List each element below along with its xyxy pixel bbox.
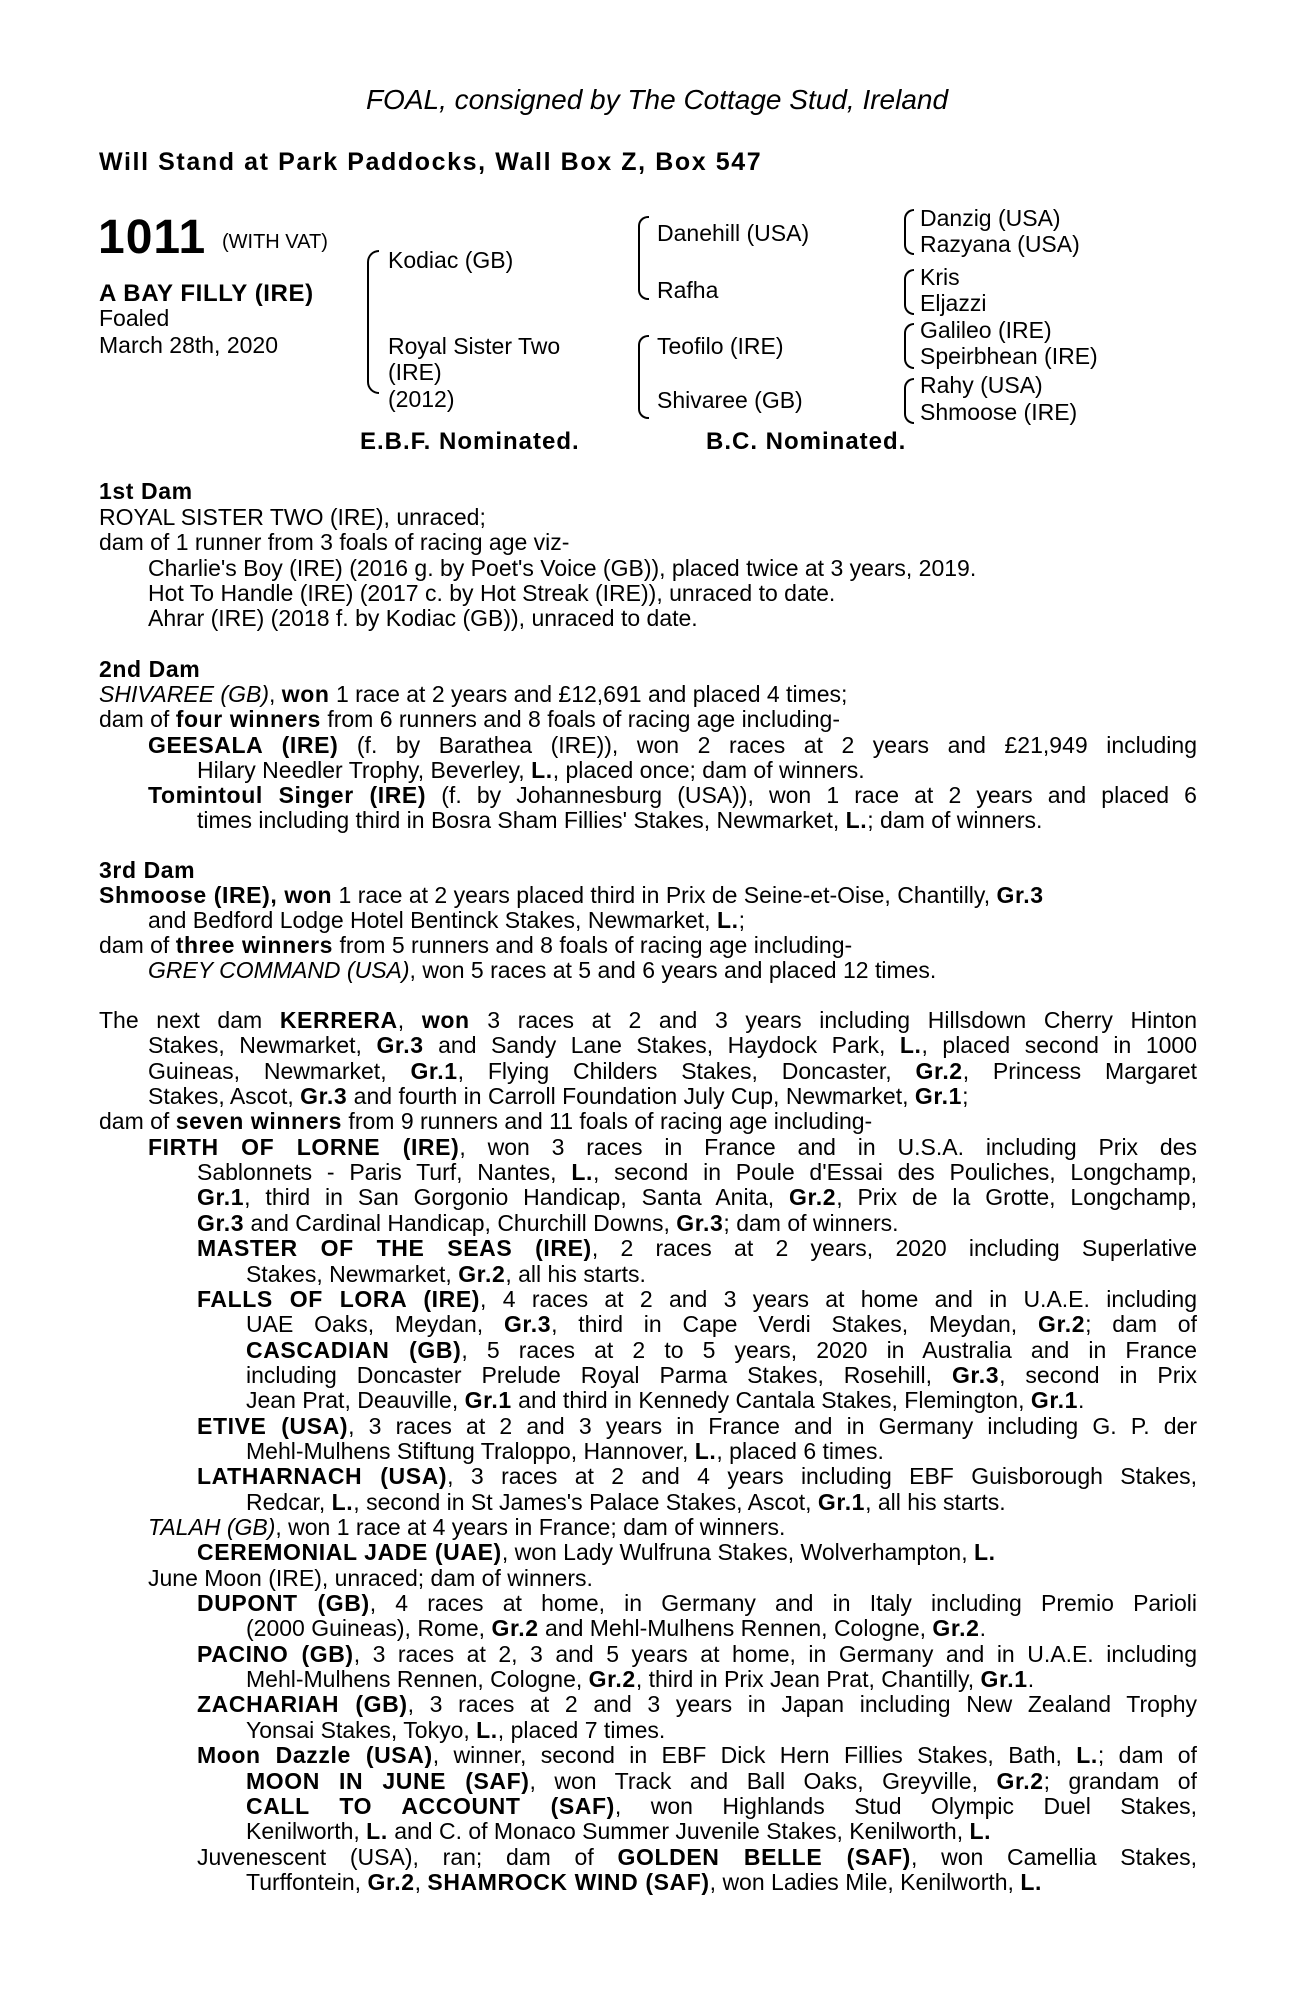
dam-name-line1: Royal Sister Two xyxy=(388,333,561,359)
next-dam-line xyxy=(246,1769,1197,1795)
next-dam-text: MOON IN JUNE (SAF) xyxy=(246,1768,530,1794)
next-dam-text: dam of xyxy=(99,1108,176,1135)
next-dam-text: Gr.1 xyxy=(464,1387,512,1414)
next-dam-text: , all his starts. xyxy=(865,1488,1006,1515)
next-dam-line xyxy=(246,1439,884,1465)
next-dam-text: Gr.2 xyxy=(588,1666,636,1693)
ebf-nominated: E.B.F. Nominated. xyxy=(360,428,580,455)
next-dam-text: Gr.1 xyxy=(817,1488,866,1515)
next-dam-text: L. xyxy=(899,1033,922,1059)
next-dam-text: , third in Cape Verdi Stakes, Meydan, xyxy=(551,1312,1038,1338)
vat-note: (WITH VAT) xyxy=(222,231,328,253)
next-dam-text: , Princess Margaret xyxy=(962,1058,1197,1084)
next-dam-line xyxy=(99,1008,1197,1034)
next-dam-text: ; xyxy=(962,1083,969,1110)
first-dam-foal: Hot To Handle (IRE) (2017 c. by Hot Streak (IRE)), unraced to date. xyxy=(148,580,836,606)
next-dam-text: , won Camellia Stakes, xyxy=(910,1844,1197,1870)
next-dam-text: L. xyxy=(331,1488,354,1515)
grey-command-text: , won 5 races at 5 and 6 years and placed 12 times. xyxy=(409,957,937,983)
sire-sire: Danehill (USA) xyxy=(657,220,810,246)
next-dam-text: KERRERA xyxy=(279,1008,398,1033)
next-dam-text: Gr.1 xyxy=(980,1666,1028,1693)
next-dam-line xyxy=(246,1338,1197,1364)
geesala-text: (f. by Barathea (IRE)), won 2 races at 2 years and £21,949 including xyxy=(338,733,1197,758)
sire-dam: Rafha xyxy=(657,277,719,303)
next-dam-text: , won Highlands Stud Olympic Duel Stakes, xyxy=(614,1793,1197,1819)
next-dam-text: DUPONT (GB) xyxy=(197,1591,370,1617)
next-dam-text: Gr.3 xyxy=(376,1033,424,1059)
gg-ddd: Shmoose (IRE) xyxy=(920,399,1078,425)
winners-count: four winners xyxy=(175,706,321,732)
next-dam-text: UAE Oaks, Meydan, xyxy=(246,1312,504,1338)
next-dam-text: Gr.2 xyxy=(367,1868,415,1895)
pedigree-brace-ss xyxy=(904,209,914,255)
first-dam-foal: Charlie's Boy (IRE) (2016 g. by Poet's Voice (GB)), placed twice at 3 years, 2019. xyxy=(148,555,977,581)
next-dam-text: L. xyxy=(366,1818,388,1845)
next-dam-line xyxy=(148,1033,1197,1059)
next-dam-text: and Mehl-Mulhens Rennen, Cologne, xyxy=(538,1615,933,1642)
next-dam-text: , third in San Gorgonio Handicap, Santa Anita, xyxy=(244,1185,790,1211)
dam-name-line2: (IRE) xyxy=(388,359,442,385)
next-dam-text: , 3 races at 2 and 3 years in Japan including New Zealand Trophy xyxy=(407,1692,1197,1718)
pedigree-brace-sire xyxy=(638,216,649,300)
next-dam-text: , 4 races at home, in Germany and in Italy including Premio Parioli xyxy=(369,1591,1197,1617)
gg-dds: Rahy (USA) xyxy=(920,372,1043,398)
next-dam-text: 3 races at 2 and 3 years including Hillsdown Cherry Hinton xyxy=(469,1008,1197,1033)
next-dam-line xyxy=(197,1287,1197,1313)
next-dam-line xyxy=(197,1743,1197,1769)
next-dam-text: June Moon (IRE), unraced; dam of winners. xyxy=(148,1564,593,1591)
next-dam-text: , placed 7 times. xyxy=(497,1716,666,1743)
next-dam-text: L. xyxy=(476,1716,498,1743)
next-dam-line xyxy=(197,1642,1197,1668)
next-dam-text: , third in Prix Jean Prat, Chantilly, xyxy=(635,1666,981,1693)
next-dam-text: Gr.3 xyxy=(503,1312,552,1338)
next-dam-text: . xyxy=(979,1615,986,1642)
next-dam-text: PACINO (GB) xyxy=(197,1641,354,1667)
next-dam-line xyxy=(197,1692,1197,1718)
won-label: won xyxy=(284,882,333,908)
next-dam-line xyxy=(148,1566,593,1592)
gg-sds: Kris xyxy=(920,264,960,290)
next-dam-text: , won Track and Ball Oaks, Greyville, xyxy=(529,1768,997,1794)
next-dam-line xyxy=(197,1211,899,1237)
next-dam-text: , winner, second in EBF Dick Hern Fillies Stakes, Bath, xyxy=(432,1743,1077,1769)
next-dam-line xyxy=(197,1236,1197,1262)
first-dam-heading: 1st Dam xyxy=(99,478,193,504)
stand-location: Will Stand at Park Paddocks, Wall Box Z, Box 547 xyxy=(99,148,763,176)
next-dam-text: Gr.2 xyxy=(458,1260,506,1287)
first-dam-produce: dam of 1 runner from 3 foals of racing age viz- xyxy=(99,529,570,555)
next-dam-text: , placed 6 times. xyxy=(716,1437,884,1464)
next-dam-text: Sablonnets - Paris Turf, Nantes, xyxy=(197,1160,572,1186)
next-dam-text: , second in Poule d'Essai des Pouliches, Longchamp, xyxy=(593,1160,1197,1186)
next-dam-line xyxy=(148,1135,1197,1161)
next-dam-text: won xyxy=(421,1008,470,1033)
next-dam-text: and fourth in Carroll Foundation July Cup, Newmarket, xyxy=(347,1083,915,1110)
next-dam-line xyxy=(246,1667,1034,1693)
next-dam-text: , won 3 races in France and in U.S.A. including Prix des xyxy=(459,1134,1197,1160)
next-dam-line xyxy=(197,1185,1197,1211)
next-dam-text: , 3 races at 2 and 4 years including EBF Guisborough Stakes, xyxy=(447,1464,1197,1490)
next-dam-line xyxy=(246,1819,991,1845)
sire-name: Kodiac (GB) xyxy=(388,247,514,273)
next-dam-text: Gr.1 xyxy=(197,1185,245,1211)
next-dam-text: MASTER OF THE SEAS (IRE) xyxy=(197,1236,592,1262)
third-dam-tail: ; xyxy=(738,907,745,933)
next-dam-text: L. xyxy=(1076,1743,1098,1769)
next-dam-text: FIRTH OF LORNE (IRE) xyxy=(148,1134,460,1160)
next-dam-text: L. xyxy=(1020,1868,1042,1895)
third-dam-heading: 3rd Dam xyxy=(99,857,196,883)
geesala-line2 xyxy=(197,758,865,784)
next-dam-line xyxy=(246,1490,1006,1516)
next-dam-line xyxy=(246,1388,1084,1414)
third-dam-race: and Bedford Lodge Hotel Bentinck Stakes, Newmarket, xyxy=(148,907,717,933)
tomintoul-race: times including third in Bosra Sham Fillies' Stakes, Newmarket, xyxy=(197,807,846,833)
next-dam-text: Redcar, xyxy=(246,1488,332,1515)
dam-sire: Teofilo (IRE) xyxy=(657,333,784,359)
next-dam-text: , won Lady Wulfruna Stakes, Wolverhampton, xyxy=(501,1539,974,1566)
next-dam-line xyxy=(246,1262,646,1288)
next-dam-text: Juvenescent (USA), ran; dam of xyxy=(197,1844,618,1870)
next-dam-text: CALL TO ACCOUNT (SAF) xyxy=(246,1793,615,1819)
next-dam-text: , second in St James's Palace Stakes, Ascot, xyxy=(353,1488,818,1515)
next-dam-text: ; dam of winners. xyxy=(723,1209,899,1236)
grey-command-line xyxy=(148,958,936,984)
third-dam-record-line2 xyxy=(148,908,745,934)
third-dam-record: Shmoose (IRE), won 1 race at 2 years placed third in Prix de Seine-et-Oise, Chantilly, Gr.3 xyxy=(99,882,1044,908)
next-dam-text: , xyxy=(397,1008,422,1033)
third-dam-name: Shmoose (IRE) xyxy=(99,882,271,908)
next-dam-line xyxy=(246,1312,1197,1338)
next-dam-text: , 3 races at 2, 3 and 5 years at home, in Germany and in U.A.E. including xyxy=(353,1641,1197,1667)
next-dam-text: CASCADIAN (GB) xyxy=(246,1337,462,1363)
next-dam-text: Moon Dazzle (USA) xyxy=(197,1743,433,1769)
next-dam-text: Stakes, Ascot, xyxy=(148,1083,301,1110)
geesala-line1 xyxy=(148,733,1197,759)
next-dam-text: Guineas, Newmarket, xyxy=(148,1058,411,1084)
next-dam-text: L. xyxy=(969,1818,992,1845)
next-dam-text: TALAH (GB) xyxy=(148,1514,276,1540)
lot-name: A BAY FILLY (IRE) xyxy=(99,280,314,307)
tomintoul-tail: ; dam of winners. xyxy=(867,807,1043,833)
next-dam-text: and C. of Monaco Summer Juvenile Stakes, Kenilworth, xyxy=(387,1818,970,1845)
next-dam-line xyxy=(197,1591,1197,1617)
next-dam-text: Mehl-Mulhens Rennen, Cologne, xyxy=(246,1666,589,1693)
next-dam-text: Gr.2 xyxy=(491,1615,539,1642)
pedigree-brace-ds xyxy=(904,323,914,369)
next-dam-line xyxy=(246,1870,1042,1896)
next-dam-text: LATHARNACH (USA) xyxy=(197,1464,448,1490)
next-dam-text: Jean Prat, Deauville, xyxy=(246,1387,465,1414)
next-dam-text: Turffontein, xyxy=(246,1868,368,1895)
next-dam-line xyxy=(197,1464,1197,1490)
listed-mark: L. xyxy=(531,757,553,783)
second-dam-record: SHIVAREE (GB), won 1 race at 2 years and £12,691 and placed 4 times; xyxy=(99,681,848,707)
won-label: won xyxy=(281,681,330,707)
tomintoul-text: (f. by Johannesburg (USA)), won 1 race at 2 years and placed 6 xyxy=(426,783,1197,808)
next-dam-text: . xyxy=(1078,1387,1085,1414)
next-dam-text: , second in Prix xyxy=(999,1362,1197,1388)
next-dam-text: ZACHARIAH (GB) xyxy=(197,1692,408,1718)
next-dam-text: from 9 runners and 11 foals of racing age including- xyxy=(342,1108,873,1135)
second-dam-record-text: 1 race at 2 years and £12,691 and placed 4 times; xyxy=(329,681,848,707)
tomintoul-name: Tomintoul Singer (IRE) xyxy=(148,783,427,808)
next-dam-text: SHAMROCK WIND (SAF) xyxy=(427,1868,710,1895)
next-dam-text: Gr.3 xyxy=(676,1209,724,1236)
pedigree-brace-sd xyxy=(904,269,914,315)
winners-count: three winners xyxy=(175,932,334,958)
next-dam-line xyxy=(197,1540,996,1566)
next-dam-text: , 3 races at 2 and 3 years in France and in Germany including G. P. der xyxy=(348,1413,1197,1439)
dam-of-label: dam of xyxy=(99,932,176,958)
geesala-name: GEESALA (IRE) xyxy=(148,733,339,758)
listed-mark: L. xyxy=(716,907,739,933)
next-dam-line xyxy=(148,1515,785,1541)
second-dam-produce xyxy=(99,707,840,733)
next-dam-text: Stakes, Newmarket, xyxy=(148,1033,377,1059)
next-dam-text: Gr.1 xyxy=(1030,1387,1079,1414)
next-dam-text: ; grandam of xyxy=(1043,1768,1197,1794)
foaled-date: March 28th, 2020 xyxy=(99,332,279,358)
next-dam-text: Gr.2 xyxy=(996,1768,1044,1794)
next-dam-text: , won 1 race at 4 years in France; dam of winners. xyxy=(275,1514,786,1540)
pedigree-brace-main xyxy=(367,250,379,394)
next-dam-text: Gr.2 xyxy=(1037,1312,1086,1338)
second-dam-heading: 2nd Dam xyxy=(99,656,201,682)
next-dam-text: Mehl-Mulhens Stiftung Traloppo, Hannover, xyxy=(246,1437,695,1464)
next-dam-text: seven winners xyxy=(175,1108,343,1135)
grey-command-name: GREY COMMAND (USA) xyxy=(148,957,410,983)
next-dam-text: Kenilworth, xyxy=(246,1818,367,1845)
pedigree-brace-dd xyxy=(904,378,914,424)
third-dam-produce xyxy=(99,933,852,959)
dam-name-line3: (2012) xyxy=(388,386,455,412)
next-dam-line xyxy=(197,1414,1197,1440)
next-dam-line xyxy=(197,1845,1197,1871)
next-dam-text: ; dam of xyxy=(1097,1743,1197,1769)
next-dam-text: Gr.2 xyxy=(932,1615,980,1642)
next-dam-text: Gr.3 xyxy=(197,1209,245,1236)
next-dam-text: including Doncaster Prelude Royal Parma Stakes, Rosehill, xyxy=(246,1362,952,1388)
next-dam-text: , Flying Childers Stakes, Doncaster, xyxy=(457,1058,916,1084)
next-dam-text: Gr.1 xyxy=(410,1058,458,1084)
next-dam-text: and Sandy Lane Stakes, Haydock Park, xyxy=(423,1033,900,1059)
next-dam-text: and Cardinal Handicap, Churchill Downs, xyxy=(244,1209,677,1236)
next-dam-text: (2000 Guineas), Rome, xyxy=(246,1615,492,1642)
next-dam-line xyxy=(99,1109,872,1135)
produce-text: from 5 runners and 8 foals of racing age including- xyxy=(333,932,853,958)
bc-nominated: B.C. Nominated. xyxy=(706,428,907,455)
next-dam-text: , 5 races at 2 to 5 years, 2020 in Australia and in France xyxy=(461,1337,1197,1363)
next-dam-text: Stakes, Newmarket, xyxy=(246,1260,459,1287)
next-dam-line xyxy=(246,1718,665,1744)
next-dam-line xyxy=(148,1084,968,1110)
next-dam-text: The next dam xyxy=(99,1008,280,1033)
next-dam-text: Gr.1 xyxy=(914,1083,963,1110)
next-dam-text: CEREMONIAL JADE (UAE) xyxy=(197,1539,502,1566)
geesala-race: Hilary Needler Trophy, Beverley, xyxy=(197,757,532,783)
next-dam-text: , xyxy=(414,1868,428,1895)
next-dam-text: Gr.2 xyxy=(915,1058,963,1084)
next-dam-text: ETIVE (USA) xyxy=(197,1413,349,1439)
next-dam-text: , 4 races at 2 and 3 years at home and in U.A.E. including xyxy=(480,1286,1197,1312)
next-dam-text: Gr.3 xyxy=(951,1362,1000,1388)
next-dam-line xyxy=(246,1616,986,1642)
next-dam-text: FALLS OF LORA (IRE) xyxy=(197,1286,481,1312)
geesala-tail: , placed once; dam of winners. xyxy=(552,757,865,783)
produce-text: from 6 runners and 8 foals of racing age including- xyxy=(320,706,841,732)
listed-mark: L. xyxy=(845,807,868,833)
next-dam-text: , won Ladies Mile, Kenilworth, xyxy=(709,1868,1021,1895)
next-dam-text: ; dam of xyxy=(1085,1312,1197,1338)
gg-dss: Galileo (IRE) xyxy=(920,317,1052,343)
next-dam-text: L. xyxy=(973,1539,996,1566)
next-dam-line xyxy=(197,1160,1197,1186)
first-dam-foal: Ahrar (IRE) (2018 f. by Kodiac (GB)), unraced to date. xyxy=(148,605,698,631)
third-dam-record-text: 1 race at 2 years placed third in Prix de Seine-et-Oise, Chantilly, xyxy=(332,882,997,908)
lot-number: 1011 xyxy=(98,211,207,264)
second-dam-name: SHIVAREE (GB) xyxy=(99,681,269,707)
next-dam-line xyxy=(148,1059,1197,1085)
next-dam-text: . xyxy=(1027,1666,1035,1693)
dam-of-label: dam of xyxy=(99,706,176,732)
next-dam-text: , all his starts. xyxy=(505,1260,646,1287)
next-dam-text: , Prix de la Grotte, Longchamp, xyxy=(836,1185,1197,1211)
page-title: FOAL, consigned by The Cottage Stud, Ireland xyxy=(365,84,949,115)
next-dam-text: and third in Kennedy Cantala Stakes, Flemington, xyxy=(511,1387,1031,1414)
pedigree-brace-dam xyxy=(638,335,649,419)
next-dam-text: , 2 races at 2 years, 2020 including Superlative xyxy=(591,1236,1197,1262)
next-dam-text: Gr.2 xyxy=(789,1185,837,1211)
next-dam-line xyxy=(246,1794,1197,1820)
tomintoul-line2 xyxy=(197,808,1042,834)
gg-ssd: Razyana (USA) xyxy=(920,231,1080,257)
first-dam-intro: ROYAL SISTER TWO (IRE), unraced; xyxy=(99,504,486,530)
foaled-label: Foaled xyxy=(99,305,170,331)
next-dam-text: Yonsai Stakes, Tokyo, xyxy=(246,1716,477,1743)
gg-dsd: Speirbhean (IRE) xyxy=(920,343,1098,369)
next-dam-text: GOLDEN BELLE (SAF) xyxy=(617,1844,911,1870)
gg-sdd: Eljazzi xyxy=(920,290,987,316)
group-mark: Gr.3 xyxy=(996,882,1044,908)
next-dam-text: L. xyxy=(694,1437,717,1464)
tomintoul-line1 xyxy=(148,783,1197,809)
next-dam-text: L. xyxy=(571,1160,593,1186)
dam-dam: Shivaree (GB) xyxy=(657,387,803,413)
next-dam-line xyxy=(246,1363,1197,1389)
next-dam-text: , placed second in 1000 xyxy=(921,1033,1197,1059)
next-dam-text: Gr.3 xyxy=(300,1083,348,1110)
gg-sss: Danzig (USA) xyxy=(920,205,1061,231)
